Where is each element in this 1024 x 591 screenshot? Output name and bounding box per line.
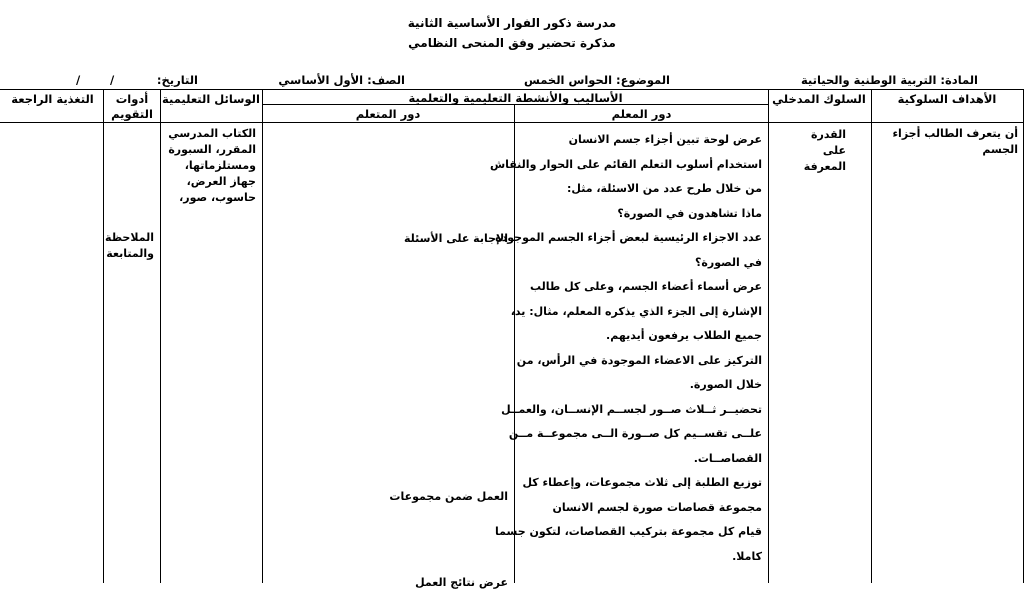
teacher-line: قيام كل مجموعة بتركيب القصاصات، لتكون جسما xyxy=(495,525,762,538)
header-methods: الأساليب والأنشطة التعليمية والتعلمية xyxy=(408,91,623,105)
student-answer-questions: الإجابة على الأسئلة xyxy=(403,232,508,245)
header-teacher-role: دور المعلم xyxy=(611,107,672,121)
entry-behavior-cell: القدرة على المعرفة xyxy=(803,128,846,173)
grade-field: الصف: الأول الأساسي xyxy=(278,73,405,87)
subject-field: المادة: التربية الوطنية والحياتية xyxy=(800,73,978,87)
teacher-line: تحضيــر ثــلاث صــور لجســم الإنســان، والعمــل xyxy=(501,402,762,416)
header-feedback: التغذية الراجعة xyxy=(11,92,94,106)
teacher-line: من خلال طرح عدد من الاسئلة، مثل: xyxy=(567,182,762,195)
teacher-line: عرض لوحة تبين أجزاء جسم الانسان xyxy=(568,133,762,146)
teacher-line: الإشارة إلى الجزء الذي يذكره المعلم، مثال: يد، xyxy=(510,304,762,318)
teacher-line: علــى تقســيم كل صــورة الــى مجموعــة مــن xyxy=(508,427,762,440)
teacher-line: عرض أسماء أعضاء الجسم، وعلى كل طالب xyxy=(529,280,762,293)
teacher-line: في الصورة؟ xyxy=(694,255,762,269)
teacher-line: توزيع الطلبة إلى ثلاث مجموعات، وإعطاء كل xyxy=(522,476,762,489)
teacher-line: عدد الاجزاء الرئيسية لبعض أجزاء الجسم الموجودة xyxy=(495,231,762,244)
header-entry-behavior: السلوك المدخلي xyxy=(772,92,866,106)
header-assessment: أدوات xyxy=(115,92,149,106)
teacher-line: ماذا تشاهدون في الصورة؟ xyxy=(617,206,762,220)
header-objectives: الأهداف السلوكية xyxy=(897,92,997,106)
student-present-results: عرض نتائج العمل xyxy=(415,576,508,589)
school-name: مدرسة ذكور الفوار الأساسية الثانية xyxy=(407,16,617,30)
topic-field: الموضوع: الحواس الخمس xyxy=(523,73,670,87)
objective-cell: أن يتعرف الطالب أجزاء الجسم xyxy=(892,127,1018,156)
header-student-role: دور المتعلم xyxy=(355,107,421,121)
date-label: التاريخ: xyxy=(156,73,198,87)
teacher-line: جميع الطلاب يرفعون أيديهم. xyxy=(606,329,762,342)
teacher-line: كاملا. xyxy=(732,549,762,563)
teacher-line: استخدام أسلوب التعلم القائم على الحوار والنقاش xyxy=(489,157,762,171)
date-slash: / xyxy=(110,73,115,87)
document-subtitle: مذكرة تحضير وفق المنحى النظامي xyxy=(408,36,616,50)
student-group-work: العمل ضمن مجموعات xyxy=(389,490,508,503)
teacher-line: خلال الصورة. xyxy=(689,378,762,391)
aids-cell: الكتاب المدرسي المقرر، السبورة ومستلزماتها، جهاز العرض، حاسوب، صور، xyxy=(168,127,256,204)
assessment-cell: الملاحظة والمتابعة xyxy=(105,231,154,260)
teacher-line: القصاصــات. xyxy=(693,451,762,465)
header-aids: الوسائل التعليمية xyxy=(162,92,260,106)
teacher-line: التركيز على الاعضاء الموجودة في الرأس، من xyxy=(516,353,762,367)
date-slash: / xyxy=(76,73,81,87)
header-assessment-2: التقويم xyxy=(111,107,153,121)
teacher-role-cell xyxy=(489,128,762,569)
teacher-line: مجموعة قصاصات صورة لجسم الانسان xyxy=(552,500,762,514)
